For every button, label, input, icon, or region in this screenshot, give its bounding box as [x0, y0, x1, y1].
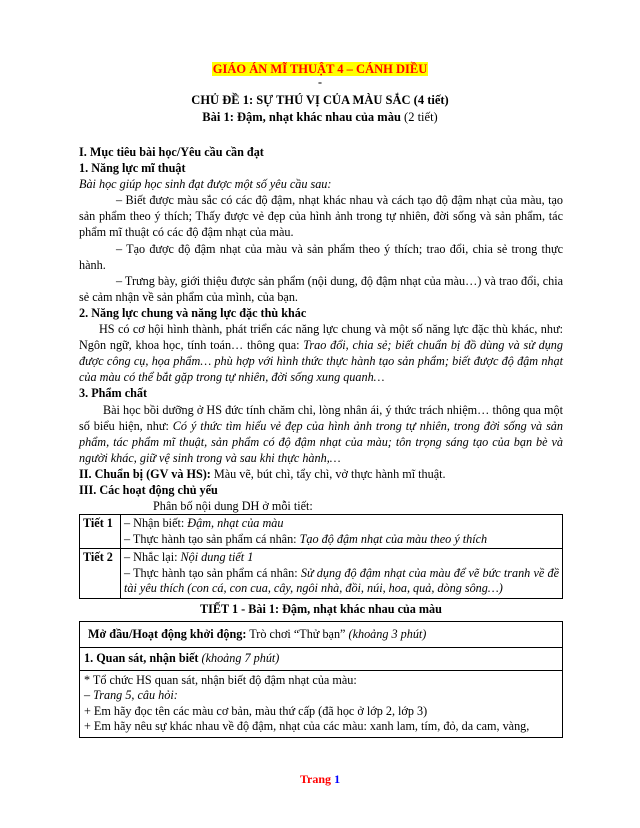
warmup-cell: Mở đầu/Hoạt động khởi động: Trò chơi “Thử bạn” (khoảng 3 phút)	[80, 621, 563, 648]
subsection-1-title: 1. Năng lực mĩ thuật	[79, 161, 186, 176]
objective-1: – Biết được màu sắc có các độ đậm, nhạt khác nhau và cách tạo độ đậm nhạt của màu, tạo sản phẩm theo ý thích; Thấy được vẻ đẹp của hình ảnh trong tự nhiên, đời sống và sản phẩm, tác phẩm mĩ thuật có các độ đậm nhạt của màu.	[79, 193, 563, 240]
period-cell: Tiết 2	[80, 549, 121, 599]
subsection-2-title: 2. Năng lực chung và năng lực đặc thù khác	[79, 305, 307, 320]
lesson-heading: Bài 1: Đậm, nhạt khác nhau của màu (2 tiết)	[202, 110, 438, 124]
allocation-table	[79, 514, 563, 599]
table-row	[80, 648, 563, 671]
competency-paragraph: HS có cơ hội hình thành, phát triển các năng lực chung và một số năng lực đặc thù khác, như: Ngôn ngữ, khoa học, tính toán… thông qua: Trao đổi, chia sẻ; biết chuẩn bị đồ dùng và sử dụng được công cụ, họa phẩm… phù hợp với hình thức thực hành tạo sản phẩm; biết được độ đậm nhạt của màu có thể bắt gặp trong tự nhiên, đời sống xung quanh…	[79, 322, 563, 385]
objective-3: – Trưng bày, giới thiệu được sản phẩm (nội dung, độ đậm nhạt của màu…) và trao đổi, chia sẻ cảm nhận về sản phẩm của mình, của bạn.	[79, 273, 563, 304]
document-title: GIÁO ÁN MĨ THUẬT 4 – CÁNH DIỀU	[212, 62, 428, 76]
topic-heading: CHỦ ĐỀ 1: SỰ THÚ VỊ CỦA MÀU SẮC (4 tiết)	[191, 93, 449, 107]
observe-header-cell: 1. Quan sát, nhận biết (khoảng 7 phút)	[80, 648, 563, 671]
section-2: II. Chuẩn bị (GV và HS): Màu vẽ, bút chì, tẩy chì, vở thực hành mĩ thuật.	[79, 466, 446, 481]
period-cell: Tiết 1	[80, 515, 121, 549]
title-dash: -	[318, 75, 322, 89]
activity-table	[79, 621, 563, 738]
period-1-title: TIẾT 1 - Bài 1: Đậm, nhạt khác nhau của màu	[200, 601, 442, 616]
document-body	[79, 144, 563, 738]
objective-2: – Tạo được độ đậm nhạt của màu và sản phẩm theo ý thích; trao đổi, chia sẻ trong thực hành.	[79, 241, 563, 272]
allocation-label: Phân bố nội dung DH ở mỗi tiết:	[153, 499, 313, 514]
table-row	[80, 670, 563, 737]
page-number: Trang 1	[299, 772, 341, 786]
section-3-title: III. Các hoạt động chủ yếu	[79, 482, 218, 497]
observe-content-cell: * Tổ chức HS quan sát, nhận biết độ đậm nhạt của màu: – Trang 5, câu hỏi: + Em hãy đọc tên các màu cơ bản, màu thứ cấp (đã học ở lớp 2, lớp 3) + Em hãy nêu sự khác nhau về độ đậm, nhạt của các màu: xanh lam, tím, đỏ, da cam, vàng,	[80, 670, 563, 737]
table-row	[80, 515, 563, 549]
intro-text: Bài học giúp học sinh đạt được một số yêu cầu sau:	[79, 177, 332, 192]
content-cell: – Nhận biết: Đậm, nhạt của màu – Thực hành tạo sản phẩm cá nhân: Tạo độ đậm nhạt của màu theo ý thích	[121, 515, 563, 549]
table-row	[80, 621, 563, 648]
subsection-3-title: 3. Phẩm chất	[79, 386, 148, 401]
content-cell: – Nhắc lại: Nội dung tiết 1 – Thực hành tạo sản phẩm cá nhân: Sử dụng độ đậm nhạt của màu để vẽ bức tranh về đề tài yêu thích (con cá, con cua, cây, ngôi nhà, đồi, núi, hoa, quả, dòng sông…)	[121, 549, 563, 599]
quality-paragraph: Bài học bồi dưỡng ở HS đức tính chăm chỉ, lòng nhân ái, ý thức trách nhiệm… thông qua một số biểu hiện, như: Có ý thức tìm hiểu vẻ đẹp của hình ảnh trong tự nhiên, trong đời sống và sản phẩm, tác phẩm mĩ thuật, sản phẩm có độ đậm nhạt của màu; tôn trọng sáng tạo của bạn bè và người khác, giữ vệ sinh trong và sau khi thực hành,…	[79, 402, 563, 465]
table-row	[80, 549, 563, 599]
section-1-title: I. Mục tiêu bài học/Yêu cầu cần đạt	[79, 145, 264, 159]
